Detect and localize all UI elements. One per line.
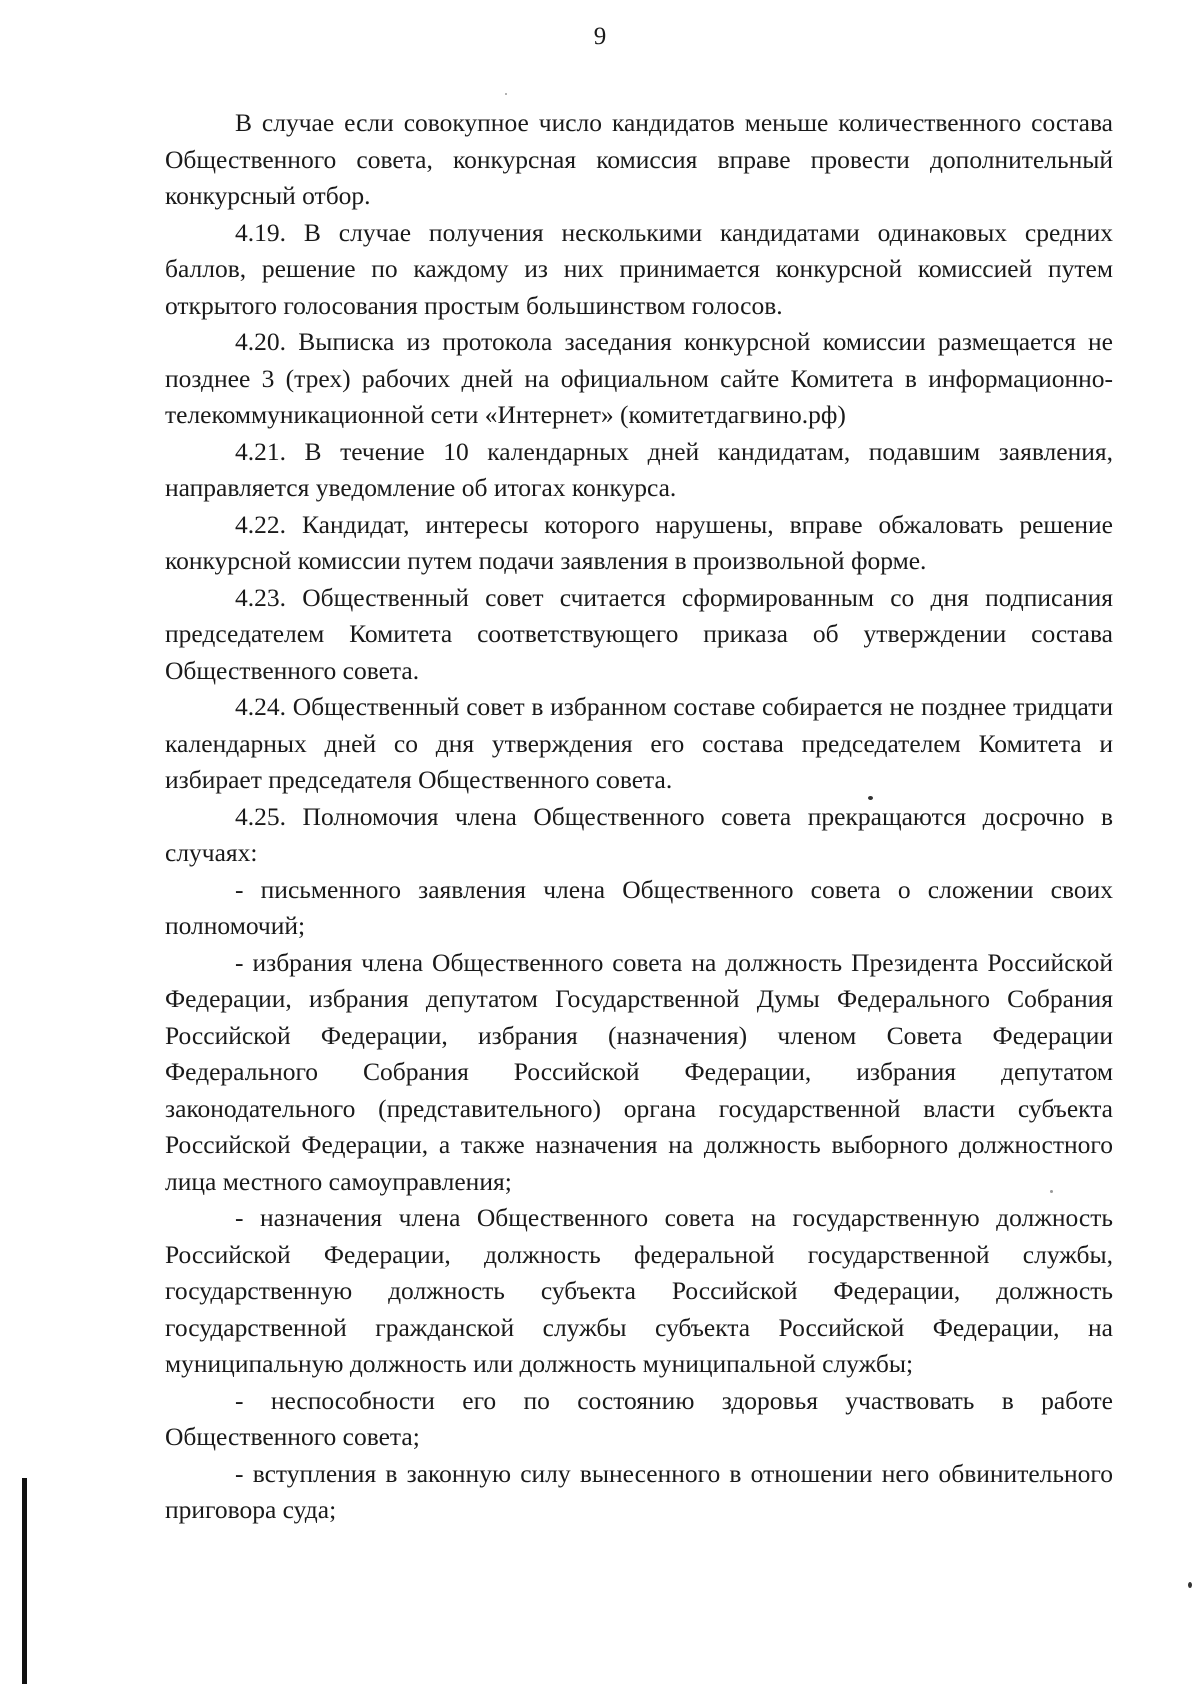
paragraph-4-19: 4.19. В случае получения несколькими кандидатами одинаковых средних баллов, решение по каждому из них принимается конкурсной комиссией путем открытого голосования простым большинством голосов. bbox=[165, 217, 1113, 320]
list-item-appointment: - назначения члена Общественного совета на государственную должность Российской Федерации, должность федеральной государственной службы, государственную должность субъекта Российской Федерации, должность государственной гражданской службы субъекта Российской Федерации, на муниципальную должность или должность муниципальной службы; bbox=[165, 1203, 1113, 1378]
list-item-election: - избрания члена Общественного совета на должность Президента Российской Федерации, избрания депутатом Государственной Думы Федерального Собрания Российской Федерации, избрания (назначения) членом Совета Федерации Федерального Собрания Российской Федерации, избрания депутатом законодательного (представительного) органа государственной власти субъекта Российской Федерации, а также назначения на должность выборного должностного лица местного самоуправления; bbox=[165, 947, 1113, 1196]
list-item-health: - неспособности его по состоянию здоровья участвовать в работе Общественного совета; bbox=[165, 1385, 1113, 1451]
scan-speck bbox=[868, 796, 873, 800]
paragraph-4-21: 4.21. В течение 10 календарных дней кандидатам, подавшим заявления, направляется уведомление об итогах конкурса. bbox=[165, 436, 1113, 502]
list-item-conviction: - вступления в законную силу вынесенного в отношении него обвинительного приговора суда; bbox=[165, 1458, 1113, 1524]
scan-speck bbox=[505, 93, 507, 95]
scan-speck bbox=[1050, 1190, 1053, 1193]
scan-edge-mark bbox=[22, 1478, 27, 1684]
paragraph-4-25: 4.25. Полномочия члена Общественного совета прекращаются досрочно в случаях: bbox=[165, 801, 1113, 867]
document-body bbox=[165, 105, 1113, 1529]
paragraph-4-20: 4.20. Выписка из протокола заседания конкурсной комиссии размещается не позднее 3 (трех) рабочих дней на официальном сайте Комитета в информационно-телекоммуникационной сети «Интернет» (комитетдагвино.рф) bbox=[165, 327, 1113, 429]
paragraph-4-22: 4.22. Кандидат, интересы которого нарушены, вправе обжаловать решение конкурсной комиссии путем подачи заявления в произвольной форме. bbox=[165, 509, 1113, 575]
scan-speck bbox=[1188, 1582, 1192, 1588]
list-item-written-statement: - письменного заявления члена Общественного совета о сложении своих полномочий; bbox=[165, 874, 1113, 940]
page-number: 9 bbox=[593, 23, 607, 50]
paragraph-candidates-fewer: В случае если совокупное число кандидатов меньше количественного состава Общественного совета, конкурсная комиссия вправе провести дополнительный конкурсный отбор. bbox=[165, 108, 1113, 210]
paragraph-4-24: 4.24. Общественный совет в избранном составе собирается не позднее тридцати календарных дней со дня утверждения его состава председателем Комитета и избирает председателя Общественного совета. bbox=[165, 692, 1113, 794]
paragraph-4-23: 4.23. Общественный совет считается сформированным со дня подписания председателем Комитета соответствующего приказа об утверждении состава Общественного совета. bbox=[165, 582, 1113, 685]
